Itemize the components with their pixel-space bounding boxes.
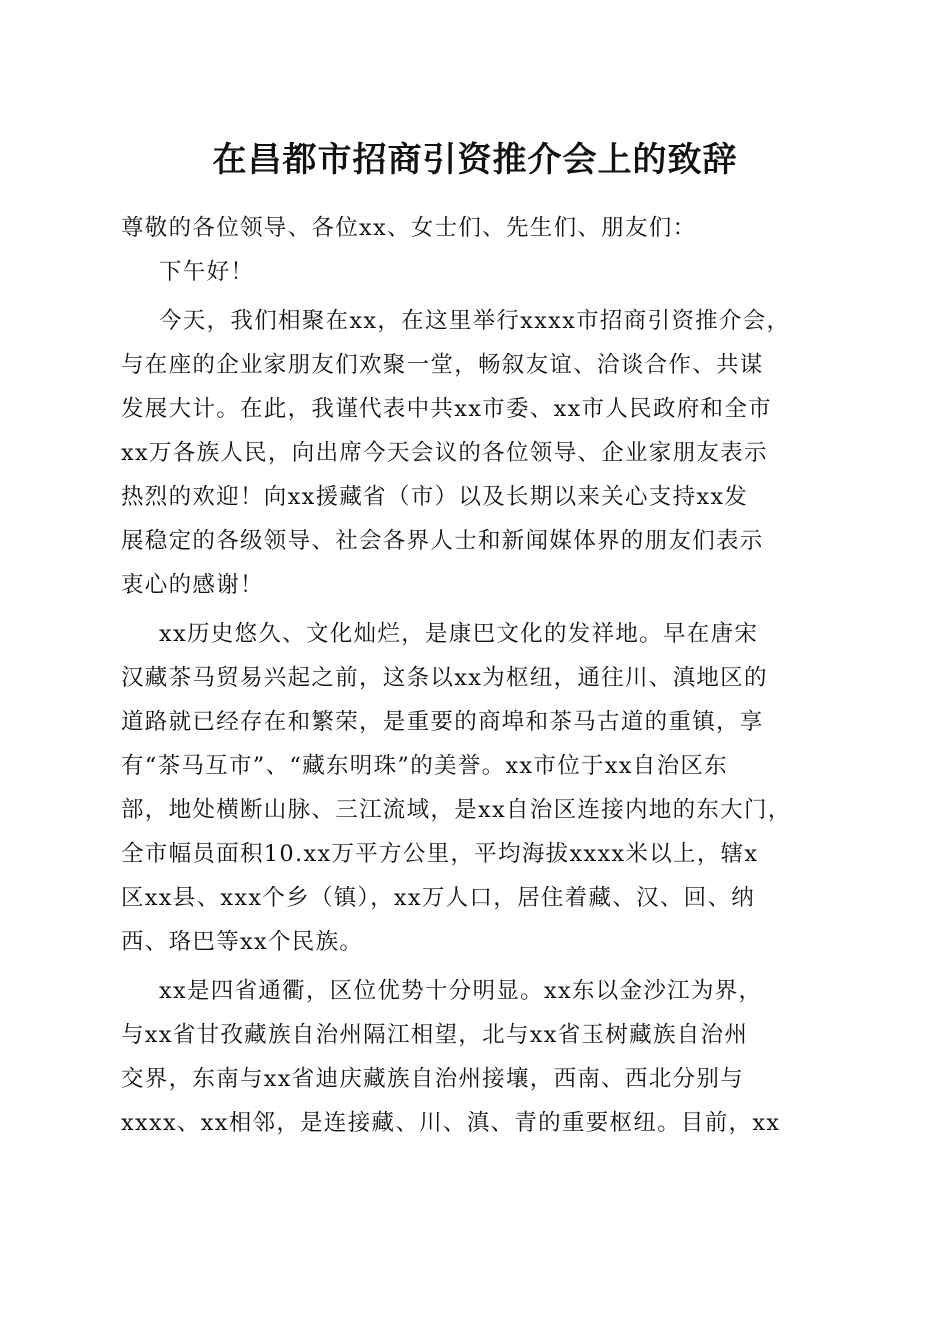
document-title: 在昌都市招商引资推介会上的致辞	[212, 140, 738, 180]
salutation: 尊敬的各位领导、各位xx、女士们、先生们、朋友们：	[121, 215, 697, 241]
greeting: 下午好！	[159, 259, 255, 285]
paragraph-line: 发展大计。在此，我谨代表中共xx市委、xx市人民政府和全市	[121, 396, 772, 422]
paragraph-line: 道路就已经存在和繁荣，是重要的商埠和茶马古道的重镇，享	[121, 709, 764, 735]
paragraph-line: 汉藏茶马贸易兴起之前，这条以xx为枢纽，通往川、滇地区的	[121, 665, 768, 691]
document-body	[121, 206, 837, 1145]
paragraph-line: 西、珞巴等xx个民族。	[121, 929, 364, 955]
paragraph-line: 今天，我们相聚在xx，在这里举行xxxx市招商引资推介会，	[159, 308, 791, 334]
paragraph-3	[121, 969, 837, 1145]
paragraph-line: xx万各族人民，向出席今天会议的各位领导、企业家朋友表示	[121, 440, 768, 466]
paragraph-line: 衷心的感谢！	[121, 572, 264, 598]
paragraph-line: 热烈的欢迎！向xx援藏省（市）以及长期以来关心支持xx发	[121, 484, 749, 510]
paragraph-line: 展稳定的各级领导、社会各界人士和新闻媒体界的朋友们表示	[121, 528, 764, 554]
paragraph-line: xx历史悠久、文化灿烂，是康巴文化的发祥地。早在唐宋	[159, 621, 759, 647]
paragraph-line: xx是四省通衢，区位优势十分明显。xx东以金沙江为界，	[159, 978, 763, 1004]
paragraph-line: 部，地处横断山脉、三江流域，是xx自治区连接内地的东大门，	[121, 797, 792, 823]
paragraph-line: 全市幅员面积10.xx万平方公里，平均海拔xxxx米以上，辖x	[121, 841, 759, 867]
paragraph-line: 区xx县、xxx个乡（镇），xx万人口，居住着藏、汉、回、纳	[121, 885, 756, 911]
paragraph-line: 交界，东南与xx省迪庆藏族自治州接壤，西南、西北分别与	[121, 1066, 744, 1092]
paragraph-line: 与xx省甘孜藏族自治州隔江相望，北与xx省玉树藏族自治州	[121, 1022, 749, 1048]
paragraph-line: 与在座的企业家朋友们欢聚一堂，畅叙友谊、洽谈合作、共谋	[121, 352, 764, 378]
paragraph-line: 有“茶马互市”、“藏东明珠”的美誉。xx市位于xx自治区东	[121, 753, 728, 779]
paragraph-line: xxxx、xx相邻，是连接藏、川、滇、青的重要枢纽。目前，xx	[121, 1110, 781, 1136]
paragraph-2	[121, 612, 837, 964]
paragraph-1	[121, 299, 837, 607]
